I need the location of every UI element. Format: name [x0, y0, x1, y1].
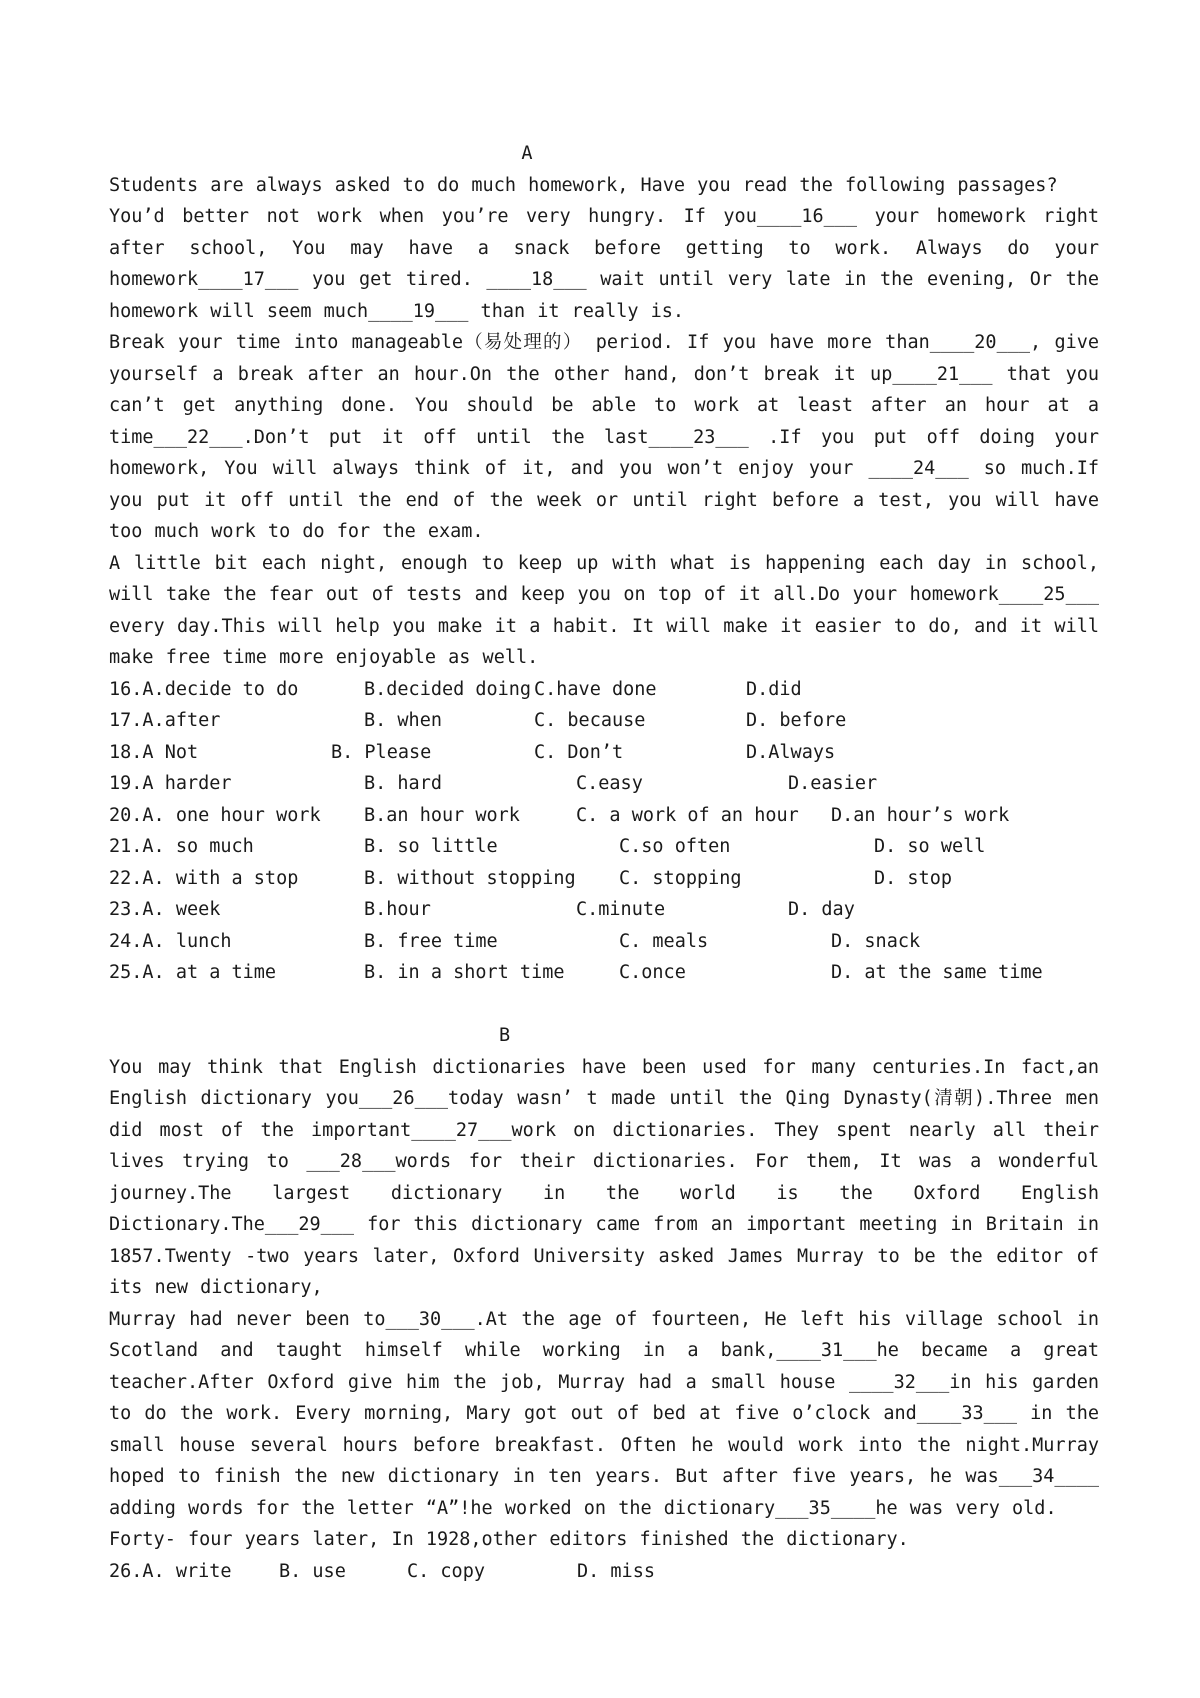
- option-b: B. Please: [331, 741, 432, 763]
- option-c: C.have done: [534, 678, 657, 700]
- option-c: C. stopping: [619, 867, 742, 889]
- option-c: C.minute: [576, 899, 666, 920]
- option-a: 22.A. with a stop: [109, 867, 299, 889]
- option-b: B. free time: [364, 930, 498, 952]
- option-c: C. a work of an hour: [576, 804, 799, 826]
- passage-paragraph: Students are always asked to do much homework, Have you read the following passages?: [109, 174, 1058, 196]
- section-b-heading: B: [499, 1025, 511, 1046]
- option-a: 23.A. week: [109, 899, 221, 920]
- section-divider: [109, 989, 1099, 1021]
- section-a-passage: [109, 170, 1099, 674]
- passage-paragraph: A little bit each night, enough to keep up with what is happening each day in school, will take the fear out of tests and keep you on top of it all.Do your homework____25___ every day.This will help you make it a habit. It will make it easier to do, and it will make free time more enjoyable as well.: [109, 552, 1099, 668]
- option-d: D.an hour’s work: [831, 804, 1010, 826]
- option-d: D. before: [746, 710, 847, 731]
- option-d: D. so well: [874, 836, 986, 857]
- option-d: D.easier: [788, 773, 878, 794]
- option-b: B.hour: [364, 899, 431, 920]
- worksheet-page: [109, 138, 1099, 1587]
- option-a: 16.A.decide to do: [109, 678, 299, 700]
- section-a-heading: A: [521, 143, 533, 164]
- option-b: B. hard: [364, 773, 442, 794]
- question-row: [109, 957, 1099, 989]
- question-row: [109, 768, 1099, 800]
- option-b: B.an hour work: [364, 804, 520, 826]
- option-a: 17.A.after: [109, 710, 221, 731]
- option-c: C. meals: [619, 930, 709, 952]
- option-b: B. use: [279, 1560, 346, 1582]
- option-c: C. Don’t: [534, 741, 624, 763]
- section-b-passage: [109, 1052, 1099, 1556]
- section-a-questions: [109, 674, 1099, 989]
- option-d: D. stop: [874, 867, 952, 889]
- option-a: 24.A. lunch: [109, 930, 232, 952]
- section-b-questions: [109, 1556, 1099, 1588]
- passage-paragraph: You may think that English dictionaries have been used for many centuries.In fact,an English dictionary you___26___today wasn’ t made until the Qing Dynasty(清朝).Three men did most of the important____27___work on dictionaries. They spent nearly all their lives trying to ___28___words for their dictionaries. For them, It was a wonderful journey.The largest dictionary in the world is the Oxford English Dictionary.The___29___ for this dictionary came from an important meeting in Britain in 1857.Twenty -two years later, Oxford University asked James Murray to be the editor of its new dictionary,: [109, 1056, 1099, 1298]
- option-b: B. without stopping: [364, 867, 576, 889]
- option-a: 26.A. write: [109, 1560, 232, 1582]
- option-c: C.so often: [619, 836, 731, 857]
- question-row: [109, 674, 1099, 706]
- option-d: D. day: [788, 899, 855, 920]
- option-d: D. snack: [831, 930, 921, 952]
- option-a: 19.A harder: [109, 773, 232, 794]
- question-row: [109, 800, 1099, 832]
- option-a: 25.A. at a time: [109, 962, 277, 983]
- option-c: C.easy: [576, 773, 643, 794]
- question-row: [109, 863, 1099, 895]
- passage-paragraph: You’d better not work when you’re very hungry. If you____16___ your homework right after school, You may have a snack before getting to work. Always do your homework____17___ you get tired. ____18___ wait until very late in the evening, Or the homework will seem much____19___ than it really is.: [109, 206, 1099, 322]
- option-b: B. when: [364, 710, 442, 731]
- option-d: D.Always: [746, 741, 836, 763]
- option-d: D. at the same time: [831, 962, 1043, 983]
- option-c: C. because: [534, 710, 646, 731]
- option-a: 18.A Not: [109, 741, 199, 763]
- option-b: B. in a short time: [364, 962, 565, 983]
- question-row: [109, 894, 1099, 926]
- option-c: C.once: [619, 962, 686, 983]
- option-b: B. so little: [364, 836, 498, 857]
- option-b: B.decided doing: [364, 678, 532, 700]
- option-c: C. copy: [407, 1560, 485, 1582]
- question-row: [109, 737, 1099, 769]
- option-a: 20.A. one hour work: [109, 804, 321, 826]
- passage-paragraph: Break your time into manageable（易处理的） period. If you have more than____20___, give yourself a break after an hour.On the other hand, don’t break it up____21___ that you can’t get anything done. You should be able to work at least after an hour at a time___22___.Don’t put it off until the last____23___ .If you put off doing your homework, You will always think of it, and you won’t enjoy your ____24___ so much.If you put it off until the end of the week or until right before a test, you will have too much work to do for the exam.: [109, 332, 1099, 542]
- passage-paragraph: Forty- four years later, In 1928,other editors finished the dictionary.: [109, 1529, 909, 1550]
- question-row: [109, 831, 1099, 863]
- question-row: [109, 926, 1099, 958]
- question-row: [109, 1556, 1099, 1588]
- passage-paragraph: Murray had never been to___30___.At the age of fourteen, He left his village school in Scotland and taught himself while working in a bank,____31___he became a great teacher.After Oxford give him the job, Murray had a small house ____32___in his garden to do the work. Every morning, Mary got out of bed at five o’clock and____33___ in the small house several hours before breakfast. Often he would work into the night.Murray hoped to finish the new dictionary in ten years. But after five years, he was___34____ adding words for the letter “A”!he worked on the dictionary___35____he was very old.: [109, 1308, 1099, 1519]
- option-d: D.did: [746, 678, 802, 700]
- option-d: D. miss: [577, 1560, 655, 1582]
- option-a: 21.A. so much: [109, 836, 254, 857]
- question-row: [109, 705, 1099, 737]
